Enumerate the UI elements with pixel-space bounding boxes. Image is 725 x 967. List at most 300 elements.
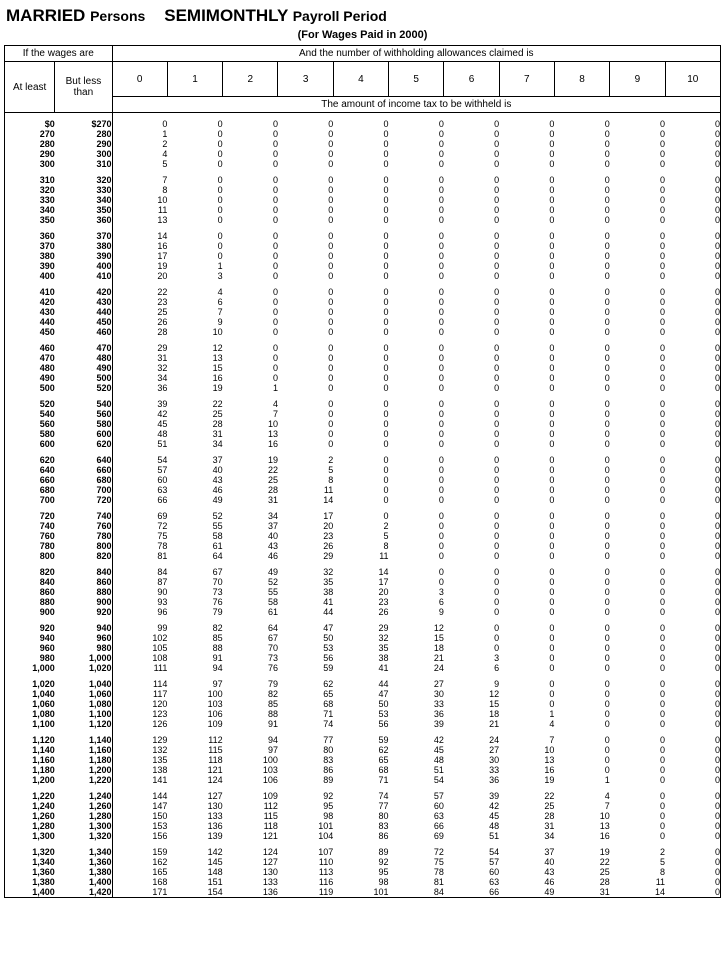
withheld-amount: 0 — [438, 577, 444, 587]
withheld-amount: 0 — [494, 551, 500, 561]
wage-but-less-than: 1,260 — [55, 801, 112, 811]
withheld-amount: 0 — [660, 317, 666, 327]
withheld-amount: 0 — [660, 429, 666, 439]
withheld-amount: 171 — [152, 887, 168, 897]
wage-but-less-than: 1,240 — [55, 791, 112, 801]
wage-at-least: 320 — [39, 185, 55, 195]
withheld-amount: 0 — [438, 297, 444, 307]
wage-but-less-than: 360 — [55, 215, 112, 225]
withheld-amount: 0 — [494, 419, 500, 429]
withheld-amount: 0 — [383, 317, 389, 327]
withheld-amount: 0 — [438, 139, 444, 149]
table-row — [5, 567, 721, 577]
withheld-amount: 36 — [433, 709, 444, 719]
withheld-amount: 0 — [438, 271, 444, 281]
wage-but-less-than: 600 — [55, 429, 112, 439]
withheld-amount: 0 — [494, 607, 500, 617]
withheld-amount: 52 — [267, 577, 278, 587]
withheld-amount: 0 — [714, 623, 720, 633]
withheld-amount: 0 — [604, 689, 610, 699]
withheld-amount: 0 — [549, 383, 555, 393]
withheld-amount: 24 — [489, 735, 500, 745]
withheld-amount: 0 — [549, 475, 555, 485]
withheld-amount: 0 — [660, 663, 666, 673]
withheld-amount: 8 — [328, 475, 334, 485]
wage-at-least: 380 — [39, 251, 55, 261]
withheld-amount: 1 — [162, 129, 168, 139]
withheld-amount: 0 — [383, 353, 389, 363]
withheld-amount: 0 — [438, 231, 444, 241]
withheld-amount: 0 — [494, 577, 500, 587]
wage-but-less-than: 1,200 — [55, 765, 112, 775]
withheld-amount: 0 — [383, 251, 389, 261]
wage-at-least: 490 — [39, 373, 55, 383]
withheld-amount: 4 — [272, 399, 278, 409]
withheld-amount: 23 — [378, 597, 389, 607]
wage-at-least: 1,120 — [32, 735, 55, 745]
table-row — [5, 373, 721, 383]
table-row — [5, 419, 721, 429]
withheld-amount: 0 — [383, 149, 389, 159]
withheld-amount: 142 — [207, 847, 223, 857]
wage-at-least: 1,200 — [32, 775, 55, 785]
wage-at-least: 460 — [39, 343, 55, 353]
withheld-amount: 0 — [438, 419, 444, 429]
withheld-amount: 46 — [544, 877, 555, 887]
withheld-amount: 0 — [549, 129, 555, 139]
withheld-amount: 0 — [272, 327, 278, 337]
wage-at-least: 450 — [39, 327, 55, 337]
withheld-amount: 0 — [328, 175, 334, 185]
withheld-amount: 66 — [489, 887, 500, 897]
withheld-amount: 0 — [549, 205, 555, 215]
withheld-amount: 0 — [383, 429, 389, 439]
withheld-amount: 0 — [494, 307, 500, 317]
withheld-amount: 0 — [272, 271, 278, 281]
withheld-amount: 0 — [660, 251, 666, 261]
withheld-amount: 0 — [494, 399, 500, 409]
withheld-amount: 45 — [157, 419, 168, 429]
wage-at-least: 920 — [39, 623, 55, 633]
withheld-amount: 0 — [272, 119, 278, 129]
withheld-amount: 0 — [714, 251, 720, 261]
withheld-amount: 0 — [438, 215, 444, 225]
withheld-amount: 0 — [272, 287, 278, 297]
withheld-amount: 0 — [383, 297, 389, 307]
table-row — [5, 297, 721, 307]
withheld-amount: 25 — [599, 867, 610, 877]
withheld-amount: 0 — [604, 297, 610, 307]
withheld-amount: 0 — [494, 287, 500, 297]
withheld-amount: 0 — [438, 251, 444, 261]
withheld-amount: 90 — [157, 587, 168, 597]
wage-but-less-than: 420 — [55, 287, 112, 297]
withheld-amount: 0 — [604, 511, 610, 521]
withheld-amount: 83 — [378, 821, 389, 831]
table-row — [5, 129, 721, 139]
withheld-amount: 0 — [438, 511, 444, 521]
withheld-amount: 0 — [714, 353, 720, 363]
wage-at-least: 1,160 — [32, 755, 55, 765]
withheld-amount: 0 — [549, 419, 555, 429]
withheld-amount: 25 — [157, 307, 168, 317]
withheld-amount: 0 — [714, 857, 720, 867]
withheld-amount: 0 — [328, 373, 334, 383]
withheld-amount: 0 — [549, 521, 555, 531]
table-row — [5, 185, 721, 195]
withheld-amount: 0 — [494, 241, 500, 251]
withheld-amount: 52 — [212, 511, 223, 521]
withheld-amount: 67 — [212, 567, 223, 577]
withheld-amount: 15 — [489, 699, 500, 709]
withheld-amount: 0 — [494, 175, 500, 185]
withheld-amount: 0 — [660, 495, 666, 505]
withheld-amount: 0 — [549, 353, 555, 363]
withheld-amount: 0 — [660, 439, 666, 449]
withheld-amount: 67 — [267, 633, 278, 643]
header-row-cols — [5, 62, 721, 97]
withheld-amount: 9 — [217, 317, 223, 327]
withheld-amount: 37 — [267, 521, 278, 531]
withheld-amount: 71 — [323, 709, 334, 719]
withheld-amount: 5 — [162, 159, 168, 169]
withheld-amount: 0 — [549, 287, 555, 297]
table-row — [5, 531, 721, 541]
withheld-amount: 109 — [207, 719, 223, 729]
withheld-amount: 0 — [217, 251, 223, 261]
wage-at-least: 400 — [39, 271, 55, 281]
withheld-amount: 0 — [714, 241, 720, 251]
wage-at-least: 740 — [39, 521, 55, 531]
withheld-amount: 138 — [152, 765, 168, 775]
header-col-6: 6 — [444, 62, 499, 97]
withheld-amount: 61 — [212, 541, 223, 551]
withheld-amount: 0 — [549, 399, 555, 409]
withheld-amount: 0 — [604, 241, 610, 251]
withheld-amount: 79 — [267, 679, 278, 689]
withheld-amount: 76 — [267, 663, 278, 673]
withheld-amount: 0 — [272, 353, 278, 363]
withheld-amount: 42 — [489, 801, 500, 811]
withheld-amount: 0 — [328, 343, 334, 353]
withheld-amount: 0 — [604, 399, 610, 409]
withheld-amount: 73 — [267, 653, 278, 663]
withheld-amount: 0 — [494, 541, 500, 551]
withheld-amount: 0 — [383, 373, 389, 383]
withheld-amount: 0 — [714, 317, 720, 327]
wage-at-least: 560 — [39, 419, 55, 429]
withheld-amount: 13 — [267, 429, 278, 439]
withheld-amount: 0 — [272, 149, 278, 159]
header-if-wages: If the wages are — [5, 46, 113, 62]
withheld-amount: 0 — [383, 307, 389, 317]
withheld-amount: 35 — [323, 577, 334, 587]
withheld-amount: 0 — [494, 317, 500, 327]
withheld-amount: 0 — [383, 271, 389, 281]
withheld-amount: 3 — [217, 271, 223, 281]
withheld-amount: 0 — [328, 195, 334, 205]
withheld-amount: 63 — [157, 485, 168, 495]
header-col-7: 7 — [499, 62, 554, 97]
withheld-amount: 0 — [660, 465, 666, 475]
wage-but-less-than: 500 — [55, 373, 112, 383]
table-row — [5, 597, 721, 607]
wage-but-less-than: 1,160 — [55, 745, 112, 755]
withheld-amount: 0 — [438, 439, 444, 449]
table-row — [5, 607, 721, 617]
withheld-amount: 19 — [267, 455, 278, 465]
withheld-amount: 0 — [328, 419, 334, 429]
withheld-amount: 0 — [714, 551, 720, 561]
withheld-amount: 0 — [549, 607, 555, 617]
withheld-amount: 63 — [489, 877, 500, 887]
table-row — [5, 465, 721, 475]
wage-at-least: 940 — [39, 633, 55, 643]
withheld-amount: 19 — [599, 847, 610, 857]
withheld-amount: 47 — [378, 689, 389, 699]
withheld-amount: 55 — [212, 521, 223, 531]
withheld-amount: 18 — [489, 709, 500, 719]
withheld-amount: 0 — [714, 195, 720, 205]
withheld-amount: 27 — [489, 745, 500, 755]
withheld-amount: 46 — [212, 485, 223, 495]
withheld-amount: 36 — [157, 383, 168, 393]
title-payroll: Payroll Period — [292, 8, 387, 24]
withheld-amount: 108 — [152, 653, 168, 663]
table-row — [5, 343, 721, 353]
withheld-amount: 0 — [494, 261, 500, 271]
withheld-amount: 0 — [660, 811, 666, 821]
withheld-amount: 0 — [714, 139, 720, 149]
table-row — [5, 877, 721, 887]
withheld-amount: 19 — [212, 383, 223, 393]
withheld-amount: 0 — [438, 159, 444, 169]
table-row — [5, 775, 721, 785]
withheld-amount: 0 — [549, 653, 555, 663]
title-period: SEMIMONTHLY — [164, 6, 288, 25]
withheld-amount: 165 — [152, 867, 168, 877]
withheld-amount: 95 — [378, 867, 389, 877]
withheld-amount: 104 — [318, 831, 334, 841]
withheld-amount: 0 — [660, 287, 666, 297]
withheld-amount: 0 — [604, 175, 610, 185]
withheld-amount: 88 — [212, 643, 223, 653]
header-amount-withheld: The amount of income tax to be withheld is — [112, 97, 720, 113]
withheld-amount: 33 — [433, 699, 444, 709]
withheld-amount: 30 — [489, 755, 500, 765]
header-col-5: 5 — [389, 62, 444, 97]
withheld-amount: 0 — [660, 307, 666, 317]
withheld-amount: 100 — [207, 689, 223, 699]
withheld-amount: 0 — [714, 119, 720, 129]
withheld-amount: 39 — [433, 719, 444, 729]
withheld-amount: 0 — [604, 327, 610, 337]
withheld-amount: 13 — [157, 215, 168, 225]
withheld-amount: 0 — [660, 719, 666, 729]
withheld-amount: 0 — [660, 643, 666, 653]
withheld-amount: 148 — [207, 867, 223, 877]
wage-but-less-than: 900 — [55, 597, 112, 607]
withheld-amount: 0 — [660, 363, 666, 373]
wage-but-less-than: 1,100 — [55, 709, 112, 719]
withheld-amount: 0 — [328, 129, 334, 139]
withheld-amount: 0 — [714, 383, 720, 393]
withheld-amount: 0 — [660, 343, 666, 353]
wage-but-less-than: 1,000 — [55, 653, 112, 663]
withheld-amount: 0 — [217, 149, 223, 159]
table-row — [5, 409, 721, 419]
withheld-amount: 72 — [433, 847, 444, 857]
withheld-amount: 25 — [267, 475, 278, 485]
withheld-amount: 0 — [714, 633, 720, 643]
wage-at-least: 1,360 — [32, 867, 55, 877]
table-row — [5, 383, 721, 393]
withheld-amount: 0 — [494, 195, 500, 205]
withheld-amount: 63 — [433, 811, 444, 821]
withheld-amount: 1 — [217, 261, 223, 271]
wage-but-less-than: 1,040 — [55, 679, 112, 689]
wage-at-least: 860 — [39, 587, 55, 597]
withheld-amount: 0 — [383, 129, 389, 139]
withheld-amount: 0 — [494, 129, 500, 139]
withheld-amount: 59 — [323, 663, 334, 673]
withheld-amount: 65 — [378, 755, 389, 765]
withheld-amount: 0 — [272, 195, 278, 205]
wage-at-least: 960 — [39, 643, 55, 653]
withheld-amount: 0 — [438, 241, 444, 251]
withheld-amount: 0 — [604, 709, 610, 719]
withheld-amount: 98 — [378, 877, 389, 887]
wage-but-less-than: 560 — [55, 409, 112, 419]
withheld-amount: 30 — [433, 689, 444, 699]
withheld-amount: 0 — [714, 465, 720, 475]
table-row — [5, 791, 721, 801]
withheld-amount: 0 — [549, 531, 555, 541]
withheld-amount: 31 — [267, 495, 278, 505]
withheld-amount: 0 — [604, 607, 610, 617]
wage-but-less-than: 840 — [55, 567, 112, 577]
withheld-amount: 0 — [328, 231, 334, 241]
withheld-amount: 130 — [207, 801, 223, 811]
withheld-amount: 51 — [157, 439, 168, 449]
withheld-amount: 0 — [660, 541, 666, 551]
wage-but-less-than: 640 — [55, 455, 112, 465]
withheld-amount: 0 — [494, 215, 500, 225]
withheld-amount: 0 — [494, 521, 500, 531]
withheld-amount: 0 — [328, 383, 334, 393]
withheld-amount: 0 — [438, 205, 444, 215]
withheld-amount: 28 — [599, 877, 610, 887]
wage-at-least: 820 — [39, 567, 55, 577]
withheld-amount: 0 — [549, 455, 555, 465]
withheld-amount: 48 — [433, 755, 444, 765]
header-col-9: 9 — [610, 62, 665, 97]
withheld-amount: 0 — [272, 251, 278, 261]
withheld-amount: 54 — [433, 775, 444, 785]
withheld-amount: 0 — [217, 195, 223, 205]
withheld-amount: 0 — [714, 867, 720, 877]
withheld-amount: 0 — [438, 567, 444, 577]
withheld-amount: 1 — [604, 775, 610, 785]
withheld-amount: 84 — [157, 567, 168, 577]
wage-at-least: 440 — [39, 317, 55, 327]
withheld-amount: 42 — [157, 409, 168, 419]
withheld-amount: 0 — [604, 409, 610, 419]
withheld-amount: 0 — [383, 139, 389, 149]
table-row — [5, 633, 721, 643]
withheld-amount: 0 — [660, 607, 666, 617]
withheld-amount: 31 — [599, 887, 610, 897]
withheld-amount: 0 — [714, 185, 720, 195]
withheld-amount: 31 — [212, 429, 223, 439]
wage-but-less-than: 480 — [55, 353, 112, 363]
withheld-amount: 0 — [660, 271, 666, 281]
wage-but-less-than: 800 — [55, 541, 112, 551]
withheld-amount: 8 — [383, 541, 389, 551]
withheld-amount: 2 — [383, 521, 389, 531]
withheld-amount: 66 — [433, 821, 444, 831]
withheld-amount: 0 — [383, 343, 389, 353]
withheld-amount: 18 — [433, 643, 444, 653]
withheld-amount: 2 — [328, 455, 334, 465]
wage-but-less-than: 390 — [55, 251, 112, 261]
withheld-amount: 0 — [660, 409, 666, 419]
withheld-amount: 0 — [660, 623, 666, 633]
withheld-amount: 0 — [660, 129, 666, 139]
withheld-amount: 0 — [272, 185, 278, 195]
withheld-amount: 48 — [489, 821, 500, 831]
withheld-amount: 0 — [549, 317, 555, 327]
withheld-amount: 61 — [267, 607, 278, 617]
withheld-amount: 51 — [489, 831, 500, 841]
header-col-1: 1 — [167, 62, 222, 97]
table-row — [5, 231, 721, 241]
withheld-amount: 32 — [378, 633, 389, 643]
withheld-amount: 62 — [378, 745, 389, 755]
withheld-amount: 60 — [489, 867, 500, 877]
wage-but-less-than: 320 — [55, 175, 112, 185]
withheld-amount: 124 — [262, 847, 278, 857]
withheld-amount: 0 — [438, 149, 444, 159]
table-row — [5, 643, 721, 653]
withheld-amount: 97 — [212, 679, 223, 689]
wage-at-least: 540 — [39, 409, 55, 419]
withheld-amount: 8 — [660, 867, 666, 877]
wage-at-least: 470 — [39, 353, 55, 363]
table-row — [5, 363, 721, 373]
withheld-amount: 14 — [157, 231, 168, 241]
table-row — [5, 215, 721, 225]
withheld-amount: 0 — [438, 383, 444, 393]
withheld-amount: 32 — [157, 363, 168, 373]
withheld-amount: 7 — [217, 307, 223, 317]
withheld-amount: 102 — [152, 633, 168, 643]
withheld-amount: 0 — [660, 775, 666, 785]
withheld-amount: 0 — [383, 439, 389, 449]
withheld-amount: 0 — [494, 159, 500, 169]
withheld-amount: 0 — [494, 409, 500, 419]
wage-but-less-than: 860 — [55, 577, 112, 587]
withheld-amount: 53 — [378, 709, 389, 719]
withheld-amount: 0 — [438, 495, 444, 505]
wage-at-least: 660 — [39, 475, 55, 485]
table-row — [5, 205, 721, 215]
withheld-amount: 54 — [157, 455, 168, 465]
withheld-amount: 0 — [383, 287, 389, 297]
table-row — [5, 679, 721, 689]
withheld-amount: 0 — [604, 495, 610, 505]
wage-but-less-than: 1,300 — [55, 821, 112, 831]
